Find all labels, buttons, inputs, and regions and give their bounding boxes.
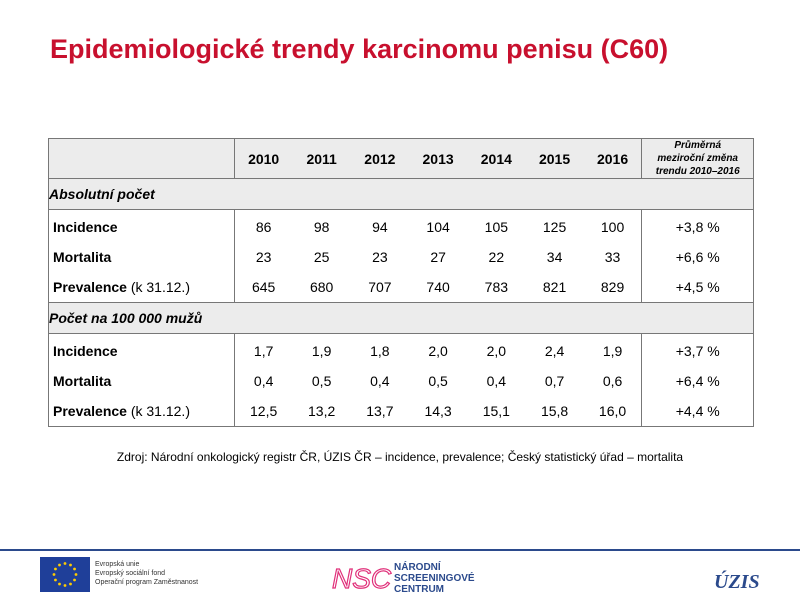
value-cell: 2,0 bbox=[428, 343, 448, 359]
row-label: Prevalence (k 31.12.) bbox=[49, 272, 235, 303]
svg-text:ÚZIS: ÚZIS bbox=[714, 571, 760, 593]
year-header: 2011 bbox=[293, 139, 351, 179]
year-header: 2015 bbox=[525, 139, 583, 179]
change-cell: +6,6 % bbox=[642, 242, 754, 272]
eu-star bbox=[54, 568, 57, 571]
change-cell: +6,4 % bbox=[642, 366, 754, 396]
value-cell: 104 bbox=[426, 219, 450, 235]
change-header: Průměrná meziroční změna trendu 2010–2016 bbox=[642, 139, 754, 179]
svg-text:SCREENINGOVÉ: SCREENINGOVÉ bbox=[394, 573, 475, 584]
value-cell: 0,5 bbox=[428, 373, 448, 389]
value-cell: 15,1 bbox=[467, 396, 525, 427]
value-cell: 1,9 bbox=[311, 343, 332, 359]
section-title: Počet na 100 000 mužů bbox=[49, 303, 754, 334]
value-cell: 829 bbox=[584, 272, 642, 303]
eu-star bbox=[58, 564, 61, 567]
uzis-logo bbox=[712, 560, 768, 594]
value-cell: 680 bbox=[293, 272, 351, 303]
eu-star bbox=[58, 583, 61, 586]
value-cell: 821 bbox=[525, 272, 583, 303]
eu-text: Evropská unie Evropský sociální fond Operační program Zaměstnanost bbox=[95, 561, 199, 586]
value-cell: 34 bbox=[546, 249, 563, 265]
value-cell: 1,7 bbox=[253, 343, 274, 359]
section-header-row bbox=[49, 179, 754, 210]
eu-star bbox=[75, 573, 78, 576]
page-title: Epidemiologické trendy karcinomu penisu (C60) bbox=[50, 34, 669, 64]
table-row bbox=[49, 242, 754, 272]
eu-star bbox=[53, 573, 56, 576]
value-cell: 14,3 bbox=[409, 396, 467, 427]
eu-star bbox=[64, 562, 67, 565]
value-cell: 0,5 bbox=[311, 373, 332, 389]
value-cell: 783 bbox=[467, 272, 525, 303]
row-label: Incidence bbox=[49, 334, 235, 367]
row-label: Mortalita bbox=[49, 242, 235, 272]
value-cell: 13,7 bbox=[351, 396, 409, 427]
year-header: 2013 bbox=[409, 139, 467, 179]
eu-star bbox=[69, 564, 72, 567]
table-header-row bbox=[49, 139, 754, 179]
value-cell: 125 bbox=[542, 219, 567, 235]
year-header: 2014 bbox=[467, 139, 525, 179]
year-header: 2012 bbox=[351, 139, 409, 179]
value-cell: 707 bbox=[351, 272, 409, 303]
value-cell: 15,8 bbox=[525, 396, 583, 427]
eu-flag-icon bbox=[40, 557, 90, 592]
value-cell: 105 bbox=[484, 219, 509, 235]
value-cell: 1,8 bbox=[370, 343, 390, 359]
value-cell: 100 bbox=[600, 219, 625, 235]
change-cell: +3,8 % bbox=[642, 210, 754, 243]
table-row bbox=[49, 272, 754, 303]
value-cell: 0,4 bbox=[253, 373, 274, 389]
value-cell: 98 bbox=[313, 219, 330, 235]
value-cell: 0,6 bbox=[602, 373, 623, 389]
header-empty-cell bbox=[49, 139, 235, 179]
value-cell: 23 bbox=[372, 249, 388, 265]
eu-star bbox=[64, 584, 67, 587]
svg-text:NSC: NSC bbox=[332, 563, 392, 594]
svg-text:CENTRUM: CENTRUM bbox=[394, 584, 444, 594]
eu-star bbox=[73, 579, 76, 582]
value-cell: 2,0 bbox=[486, 343, 507, 359]
table-row bbox=[49, 210, 754, 243]
row-label: Prevalence (k 31.12.) bbox=[49, 396, 235, 427]
table-row bbox=[49, 396, 754, 427]
table-row bbox=[49, 366, 754, 396]
value-cell: 25 bbox=[313, 249, 330, 265]
value-cell: 22 bbox=[488, 249, 505, 265]
value-cell: 2,4 bbox=[544, 343, 565, 359]
change-cell: +3,7 % bbox=[642, 334, 754, 367]
svg-text:NÁRODNÍ: NÁRODNÍ bbox=[394, 562, 441, 573]
section-title: Absolutní počet bbox=[49, 179, 754, 210]
year-header: 2010 bbox=[234, 139, 292, 179]
nsc-logo bbox=[332, 560, 492, 594]
value-cell: 16,0 bbox=[584, 396, 642, 427]
value-cell: 0,7 bbox=[544, 373, 565, 389]
footer-divider bbox=[0, 549, 800, 551]
value-cell: 645 bbox=[234, 272, 292, 303]
value-cell: 94 bbox=[372, 219, 388, 235]
value-cell: 0,4 bbox=[486, 373, 507, 389]
eu-star bbox=[73, 568, 76, 571]
value-cell: 23 bbox=[255, 249, 272, 265]
eu-star bbox=[69, 583, 72, 586]
value-cell: 27 bbox=[430, 249, 446, 265]
eu-star bbox=[54, 579, 57, 582]
row-label: Incidence bbox=[49, 210, 235, 243]
source-note: Zdroj: Národní onkologický registr ČR, ÚZIS ČR – incidence, prevalence; Český statistický úřad – mortalita bbox=[116, 450, 684, 464]
value-cell: 0,4 bbox=[370, 373, 390, 389]
value-cell: 13,2 bbox=[293, 396, 351, 427]
section-header-row bbox=[49, 303, 754, 334]
change-cell: +4,4 % bbox=[642, 396, 754, 427]
value-cell: 12,5 bbox=[234, 396, 292, 427]
table-row bbox=[49, 334, 754, 367]
value-cell: 740 bbox=[409, 272, 467, 303]
value-cell: 33 bbox=[604, 249, 621, 265]
row-label: Mortalita bbox=[49, 366, 235, 396]
epidemiology-table bbox=[48, 138, 754, 427]
change-cell: +4,5 % bbox=[642, 272, 754, 303]
year-header: 2016 bbox=[584, 139, 642, 179]
value-cell: 1,9 bbox=[602, 343, 623, 359]
value-cell: 86 bbox=[255, 219, 272, 235]
